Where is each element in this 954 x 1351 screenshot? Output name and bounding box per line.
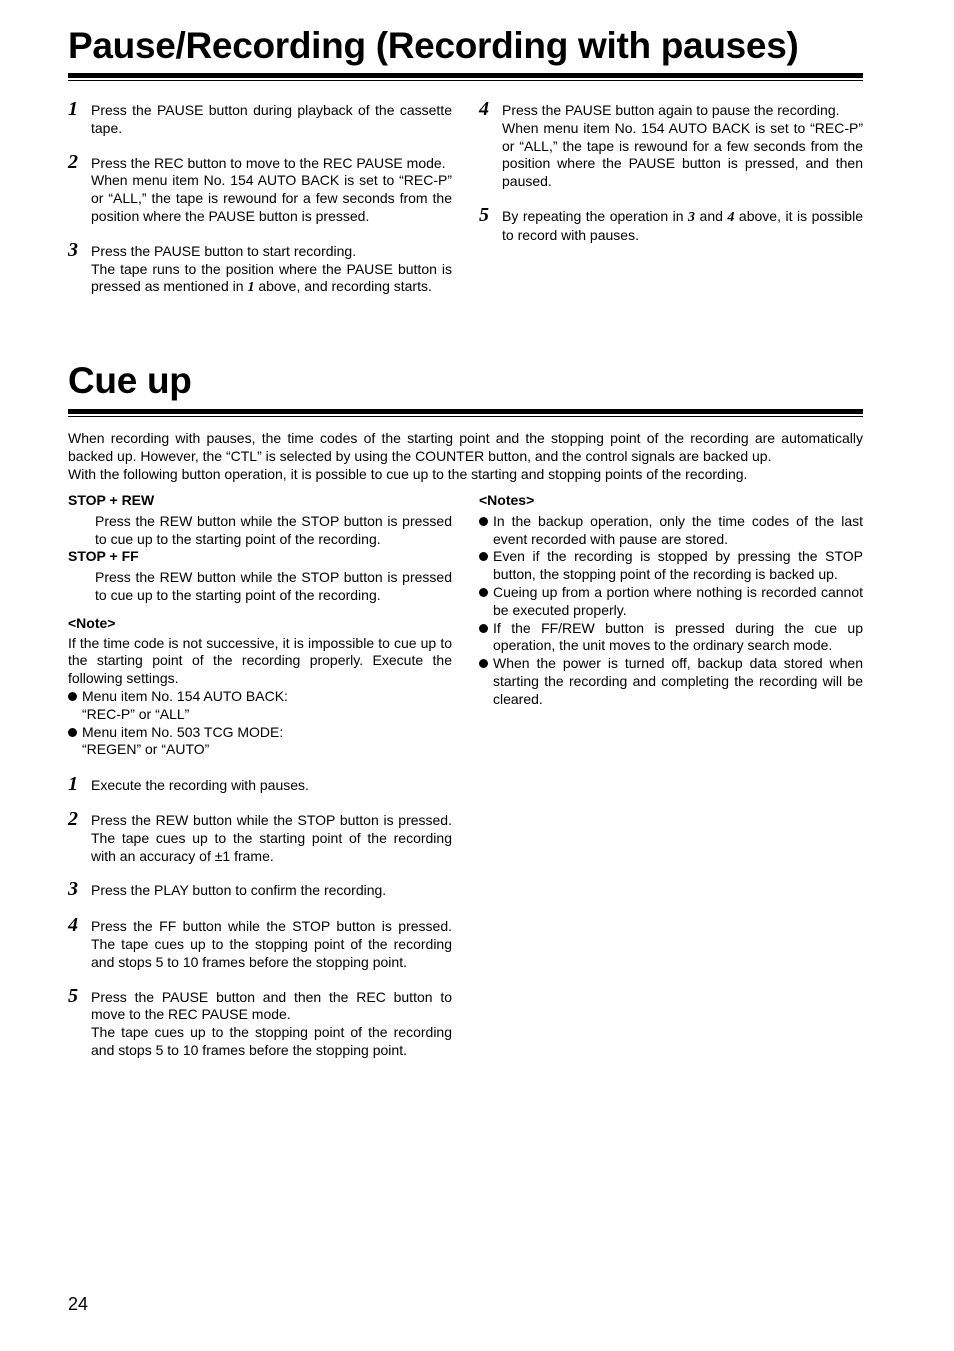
- step-number: 4: [68, 914, 78, 937]
- notes-bullet: When the power is turned off, backup data stored when starting the recording and completing the recording will be cleared.: [479, 655, 863, 708]
- intro-paragraph: When recording with pauses, the time codes of the starting point and the stopping point of the recording are automatically backed up. However, the “CTL” is selected by using the COUNTER button, and the control signals are backed up.: [68, 430, 863, 464]
- step-4: [479, 98, 863, 191]
- intro-paragraph: With the following button operation, it is possible to cue up to the starting and stopping points of the recording.: [68, 465, 748, 482]
- step-text: Press the PAUSE button to start recording.: [91, 242, 357, 259]
- step-1: [68, 98, 452, 138]
- note-text: If the time code is not successive, it is impossible to cue up to the starting point of the recording properly. Execute the following settings.: [68, 634, 452, 687]
- step-text: Press the REW button while the STOP button is pressed. The tape cues up to the starting point of the recording with an accuracy of ±1 frame.: [91, 811, 452, 864]
- step-number: 1: [68, 773, 78, 796]
- bullet-dot-icon: [68, 692, 77, 701]
- stop-rew-heading: STOP + REW: [68, 492, 155, 508]
- cue-step-2: [68, 807, 452, 865]
- cue-step-5: [68, 984, 452, 1060]
- cue-up-left-column: [68, 492, 452, 1060]
- cue-step-3: [68, 878, 452, 901]
- step-text: Execute the recording with pauses.: [91, 777, 309, 794]
- step-reference: 4: [727, 209, 735, 225]
- page-number: 24: [68, 1294, 89, 1314]
- step-text: By repeating the operation in 3 and 4 above, it is possible to record with pauses.: [502, 207, 863, 243]
- step-text: When menu item No. 154 AUTO BACK is set to “REC-P” or “ALL,” the tape is rewound for a few seconds from the position where the PAUSE button is pressed, and then paused.: [502, 119, 863, 190]
- notes-bullet: In the backup operation, only the time codes of the last event recorded with pause are stored.: [479, 513, 863, 549]
- title-rule-thin: [68, 80, 863, 81]
- step-number: 5: [68, 984, 78, 1007]
- note-bullet: Menu item No. 154 AUTO BACK: “REC-P” or “ALL”: [68, 688, 452, 724]
- step-reference: 1: [247, 280, 255, 296]
- step-number: 2: [68, 150, 78, 173]
- step-number: 3: [68, 878, 78, 901]
- step-number: 2: [68, 807, 78, 830]
- step-5: [479, 203, 863, 245]
- step-number: 5: [479, 203, 489, 226]
- step-reference: 3: [688, 209, 696, 225]
- stop-ff-heading: STOP + FF: [68, 548, 139, 565]
- step-text: Press the FF button while the STOP button is pressed. The tape cues up to the stopping point of the recording and stops 5 to 10 frames before the stopping point.: [91, 918, 452, 970]
- cue-step-4: [68, 914, 452, 971]
- step-text: Press the PAUSE button and then the REC button to move to the REC PAUSE mode.: [91, 988, 452, 1023]
- step-text: The tape cues up to the stopping point of the recording and stops 5 to 10 frames before the stopping point.: [91, 1024, 452, 1058]
- note-heading: <Note>: [68, 614, 116, 631]
- title-rule-thick: [68, 409, 863, 414]
- notes-bullet: If the FF/REW button is pressed during the cue up operation, the unit moves to the ordinary search mode.: [479, 620, 863, 656]
- notes-heading: <Notes>: [479, 492, 535, 508]
- stop-ff-text: Press the REW button while the STOP button is pressed to cue up to the starting point of the recording.: [95, 569, 452, 603]
- step-number: 3: [68, 238, 78, 261]
- bullet-dot-icon: [479, 588, 488, 597]
- bullet-dot-icon: [479, 624, 488, 633]
- step-text: The tape runs to the position where the PAUSE button is pressed as mentioned in 1 above, and recording starts.: [91, 260, 452, 296]
- title-rule-thin: [68, 416, 863, 417]
- bullet-dot-icon: [479, 517, 488, 526]
- bullet-dot-icon: [479, 659, 488, 668]
- cue-up-right-column: [479, 492, 863, 709]
- cue-step-1: [68, 773, 452, 796]
- stop-rew-text: Press the REW button while the STOP button is pressed to cue up to the starting point of the recording.: [95, 512, 452, 547]
- step-text: Press the PAUSE button again to pause the recording.: [502, 102, 840, 118]
- step-text: Press the REC button to move to the REC PAUSE mode.: [91, 154, 446, 171]
- step-3: [68, 238, 452, 297]
- notes-bullet: Even if the recording is stopped by pressing the STOP button, the stopping point of the recording is backed up.: [479, 548, 863, 584]
- note-bullet: Menu item No. 503 TCG MODE: “REGEN” or “AUTO”: [68, 724, 452, 760]
- step-2: [68, 150, 452, 226]
- section-title-cue-up: Cue up: [68, 360, 192, 401]
- cue-up-intro: [68, 430, 863, 483]
- step-text: Press the PAUSE button during playback of the cassette tape.: [91, 102, 452, 136]
- bullet-dot-icon: [68, 728, 77, 737]
- step-text: When menu item No. 154 AUTO BACK is set to “REC-P” or “ALL,” the tape is rewound for a few seconds from the position where the PAUSE button is pressed.: [91, 172, 452, 224]
- section-title-pause-recording: Pause/Recording (Recording with pauses): [68, 25, 799, 66]
- pause-recording-left-column: [68, 98, 452, 297]
- step-text: Press the PLAY button to confirm the recording.: [91, 882, 387, 899]
- step-number: 4: [479, 98, 489, 120]
- bullet-dot-icon: [479, 552, 488, 561]
- title-rule-thick: [68, 73, 863, 78]
- step-number: 1: [68, 98, 78, 120]
- notes-bullet: Cueing up from a portion where nothing is recorded cannot be executed properly.: [479, 584, 863, 620]
- pause-recording-right-column: [479, 98, 863, 245]
